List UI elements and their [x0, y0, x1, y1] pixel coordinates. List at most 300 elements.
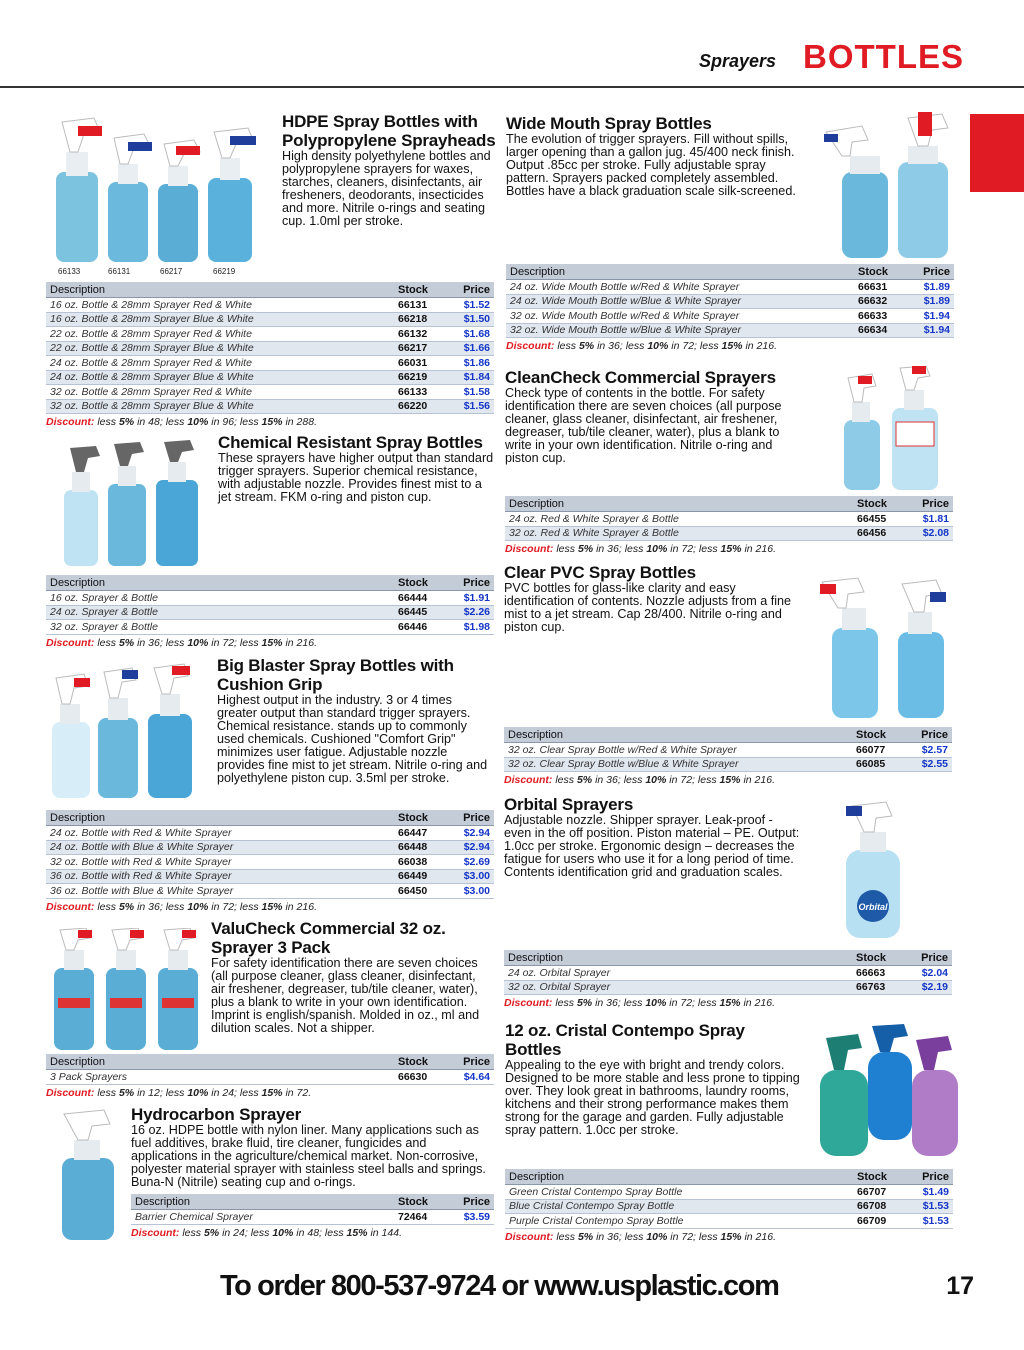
discount-part: 10% — [647, 340, 669, 352]
table-header — [46, 810, 494, 826]
discount-part: in — [669, 774, 678, 786]
discount-line: Discount: less 5% in 36; less 10% in 72; less 15% in 216. — [504, 774, 775, 786]
table-row — [506, 280, 954, 295]
discount-part: 10% — [646, 543, 668, 555]
discount-part: less — [623, 997, 643, 1009]
section-tab — [970, 114, 1024, 192]
table-row — [46, 400, 494, 415]
discount-part: less — [625, 340, 645, 352]
table-row — [504, 758, 952, 773]
column-header: Price — [922, 1170, 949, 1183]
discount-part: less — [97, 416, 117, 428]
stock-cell: 66077 — [856, 743, 886, 756]
discount-part: 15% — [261, 416, 283, 428]
discount-part: in — [370, 1226, 379, 1239]
description-cell: Barrier Chemical Sprayer — [135, 1210, 253, 1223]
table-row — [46, 606, 494, 621]
discount-part: 5% — [577, 543, 594, 555]
table-row — [46, 313, 494, 328]
column-header: Stock — [858, 265, 888, 278]
description-cell: 24 oz. Bottle with Blue & White Sprayer — [50, 841, 234, 854]
clear-pvc-image — [818, 572, 968, 720]
discount-part: in — [285, 1086, 294, 1099]
wide-mouth-description: The evolution of trigger sprayers. Fill without spills, larger opening than a gallon jug. 45/400 neck finish. Output .85cc per stroke. Fully adjustable spray pattern. Sprayers packed completely assembled. Bottles have a black graduation scale silk-screened. — [506, 132, 796, 198]
discount-part: less — [239, 636, 259, 649]
column-header: Stock — [398, 283, 428, 296]
price-cell: $2.55 — [921, 758, 948, 771]
table-row — [46, 327, 494, 342]
discount-part: 15% — [719, 997, 741, 1009]
stock-cell: 66218 — [398, 313, 428, 326]
stock-cell: 66445 — [398, 606, 428, 619]
table-row — [46, 855, 494, 870]
discount-part: less — [239, 416, 259, 428]
table-header — [46, 282, 494, 298]
discount-part: 216 — [296, 636, 315, 649]
price-cell: $1.53 — [922, 1214, 949, 1227]
discount-part: 216 — [755, 1230, 774, 1243]
price-cell: $4.64 — [463, 1070, 490, 1083]
discount-part: in — [137, 1086, 146, 1099]
discount-part: 5% — [203, 1226, 220, 1239]
chemical-description: These sprayers have higher output than standard trigger sprayers. Superior chemical resistance, with adjustable nozzle. Provides finest mist to a jet stream. FKM o-ring and piston cup. — [218, 451, 494, 504]
discount-part: less — [165, 1086, 185, 1099]
discount-part: 36 — [608, 340, 620, 352]
clear-pvc-title: Clear PVC Spray Bottles — [504, 563, 696, 582]
discount-part: Discount: — [505, 1230, 554, 1243]
discount-part: in — [137, 416, 146, 428]
price-cell: $2.94 — [463, 826, 490, 839]
price-cell: $1.50 — [463, 313, 490, 326]
chemical-bottles-image — [60, 440, 210, 568]
discount-part: 72 — [682, 340, 695, 352]
table-row — [505, 1185, 953, 1200]
discount-part: 48 — [148, 416, 160, 428]
column-header: Stock — [856, 951, 886, 964]
discount-part: in — [211, 636, 220, 649]
discount-part: in — [743, 997, 752, 1009]
discount-part: Discount: — [46, 636, 95, 649]
column-header: Stock — [398, 1195, 428, 1208]
description-cell: 24 oz. Sprayer & Bottle — [50, 606, 158, 619]
discount-part: in — [596, 543, 605, 555]
table-row — [506, 324, 954, 339]
discount-part: 15% — [261, 900, 283, 913]
discount-line: Discount: less 5% in 36; less 10% in 72; less 15% in 216. — [505, 543, 776, 555]
discount-part: 72 — [680, 774, 693, 786]
price-cell: $3.00 — [463, 884, 490, 897]
discount-part: 72 — [681, 1230, 694, 1243]
table-header — [505, 1169, 953, 1185]
stock-cell: 66446 — [398, 620, 428, 633]
stock-cell: 66455 — [857, 512, 887, 525]
orbital-image — [840, 800, 912, 940]
discount-part: in — [671, 340, 680, 352]
column-header: Price — [463, 1195, 490, 1208]
valucheck-description: For safety identification there are seven choices (all purpose cleaner, glass cleaner, disinfectant, air freshener, degreaser, tub/tile cleaner, water), plus a blank to write in your own identification. Imprint is english/spanish. Molded in oz., ml and dilution scales. Not a shipper. — [211, 956, 480, 1035]
price-cell: $1.94 — [923, 324, 950, 337]
discount-part: 72 — [296, 1086, 309, 1099]
discount-part: less — [324, 1226, 344, 1239]
column-header: Description — [508, 728, 564, 741]
discount-part: Discount: — [505, 543, 554, 555]
discount-part: 5% — [578, 340, 595, 352]
description-cell: 32 oz. Bottle with Red & White Sprayer — [50, 855, 232, 868]
discount-part: 36 — [607, 1230, 619, 1243]
stock-cell: 66450 — [398, 884, 428, 897]
discount-part: 72 — [680, 997, 693, 1009]
description-cell: 24 oz. Wide Mouth Bottle w/Blue & White Sprayer — [510, 295, 742, 308]
stock-cell: 66456 — [857, 527, 887, 540]
price-cell: $1.81 — [922, 512, 949, 525]
discount-part: 10% — [187, 416, 209, 428]
price-cell: $2.19 — [921, 981, 948, 994]
table-row — [46, 1070, 494, 1085]
discount-part: Discount: — [504, 774, 553, 786]
column-header: Description — [509, 1170, 565, 1183]
table-row — [506, 295, 954, 310]
price-cell: $1.58 — [463, 385, 490, 398]
discount-part: in — [211, 900, 220, 913]
discount-part: less — [699, 340, 719, 352]
discount-part: in — [211, 1086, 220, 1099]
discount-part: less — [165, 416, 185, 428]
discount-part: less — [624, 543, 644, 555]
discount-part: 5% — [118, 900, 135, 913]
hdpe-section — [282, 112, 496, 228]
column-header: Description — [508, 951, 564, 964]
column-header: Price — [921, 951, 948, 964]
caption-66219: 66219 — [213, 267, 236, 276]
description-cell: 32 oz. Orbital Sprayer — [508, 981, 611, 994]
discount-part: in — [597, 340, 606, 352]
discount-part: 36 — [607, 543, 619, 555]
discount-part: in — [744, 1230, 753, 1243]
hydrocarbon-description: 16 oz. HDPE bottle with nylon liner. Many applications such as fuel additives, brake fluid, tire cleaner, fungicides and applications in the agriculture/chemical market. Non-corrosive, polyester material sprayer with stainless steel balls and springs. Buna-N (Nitrile) seating cup and o-rings. — [131, 1123, 486, 1189]
description-cell: 24 oz. Red & White Sprayer & Bottle — [509, 512, 679, 525]
discount-part: 5% — [118, 1086, 135, 1099]
discount-part: in — [743, 774, 752, 786]
discount-part: 5% — [576, 997, 593, 1009]
discount-part: Discount: — [46, 900, 95, 913]
description-cell: 24 oz. Bottle & 28mm Sprayer Red & White — [50, 356, 252, 369]
stock-cell: 66763 — [856, 981, 886, 994]
discount-part: 15% — [261, 1086, 283, 1099]
discount-part: 24 — [233, 1226, 245, 1239]
description-cell: 32 oz. Bottle & 28mm Sprayer Red & White — [50, 385, 252, 398]
cristal-contempo-image — [814, 1024, 970, 1158]
stock-cell: 66663 — [856, 966, 886, 979]
description-cell: Purple Cristal Contempo Spray Bottle — [509, 1214, 684, 1227]
hydrocarbon-title: Hydrocarbon Sprayer — [131, 1105, 302, 1124]
column-header: Price — [463, 1055, 490, 1068]
discount-part: less — [165, 900, 185, 913]
stock-cell: 66447 — [398, 826, 428, 839]
stock-cell: 72464 — [398, 1210, 428, 1223]
cristal-section — [505, 1021, 803, 1137]
column-header: Stock — [857, 497, 887, 510]
discount-part: in — [670, 543, 679, 555]
discount-part: in — [285, 416, 294, 428]
table-row — [46, 371, 494, 386]
hdpe-description: High density polyethylene bottles and polypropylene sprayers for waxes, starches, cleaners, disinfectants, air fresheners, deodorants, insecticides and more. Nitrile o-rings and seating cup. 1.0ml per stroke. — [282, 149, 491, 228]
orbital-title: Orbital Sprayers — [504, 795, 634, 814]
stock-cell: 66220 — [398, 400, 428, 413]
order-info: To order 800-537-9724 or www.usplastic.com — [220, 1270, 779, 1302]
discount-part: less — [239, 1086, 259, 1099]
price-cell: $1.49 — [922, 1185, 949, 1198]
stock-cell: 66630 — [398, 1070, 428, 1083]
column-header: Price — [923, 265, 950, 278]
caption-66131: 66131 — [108, 267, 131, 276]
discount-part: 96 — [222, 416, 235, 428]
discount-part: in — [211, 416, 220, 428]
column-header: Price — [463, 576, 490, 589]
stock-cell: 66031 — [398, 356, 428, 369]
discount-part: 10% — [645, 997, 667, 1009]
discount-part: less — [698, 1230, 718, 1243]
description-cell: 3 Pack Sprayers — [50, 1070, 128, 1083]
cleancheck-image — [840, 366, 968, 492]
discount-part: 15% — [721, 340, 743, 352]
discount-part: 15% — [346, 1226, 368, 1239]
table-header — [505, 496, 953, 512]
orbital-description: Adjustable nozzle. Shipper sprayer. Leak-proof - even in the off position. Piston material – PE. Output: 1.0cc per stroke. Ergonomic design – decreases the fatigue for users who use it for a long period of time. Contents identification grid and graduation scales. — [504, 813, 800, 879]
discount-part: in — [296, 1226, 305, 1239]
description-cell: 36 oz. Bottle with Blue & White Sprayer — [50, 884, 234, 897]
stock-cell: 66085 — [856, 758, 886, 771]
wide-mouth-title: Wide Mouth Spray Bottles — [506, 114, 712, 133]
discount-part: 216 — [756, 340, 775, 352]
description-cell: 16 oz. Sprayer & Bottle — [50, 591, 158, 604]
column-header: Description — [50, 283, 106, 296]
discount-part: 10% — [187, 900, 209, 913]
discount-part: 216 — [754, 774, 773, 786]
discount-part: less — [250, 1226, 270, 1239]
cristal-description: Appealing to the eye with bright and trendy colors. Designed to be more stable and less prone to tipping over. They look great in bathrooms, laundry rooms, kitchens and their strong performance makes them strong for the garage and garden. Fully adjustable spray pattern. 1.0cc per stroke. — [505, 1058, 800, 1137]
discount-line: Discount: less 5% in 36; less 10% in 72; less 15% in 216. — [504, 997, 775, 1009]
stock-cell: 66133 — [398, 385, 428, 398]
description-cell: 22 oz. Bottle & 28mm Sprayer Blue & White — [50, 342, 254, 355]
discount-part: Discount: — [46, 1086, 95, 1099]
column-header: Stock — [857, 1170, 887, 1183]
price-cell: $1.94 — [923, 309, 950, 322]
stock-cell: 66448 — [398, 841, 428, 854]
discount-part: 10% — [646, 1230, 668, 1243]
stock-cell: 66709 — [857, 1214, 887, 1227]
column-header: Stock — [856, 728, 886, 741]
table-header — [46, 1054, 494, 1070]
price-cell: $3.59 — [463, 1210, 490, 1223]
table-row — [46, 591, 494, 606]
discount-part: 216 — [296, 900, 315, 913]
discount-part: 15% — [261, 636, 283, 649]
stock-cell: 66219 — [398, 371, 428, 384]
hydrocarbon-table — [131, 1194, 494, 1239]
discount-part: in — [595, 997, 604, 1009]
description-cell: 24 oz. Bottle & 28mm Sprayer Blue & White — [50, 371, 254, 384]
valucheck-title: ValuCheck Commercial 32 oz. Sprayer 3 Pack — [211, 919, 446, 957]
caption-66217: 66217 — [160, 267, 183, 276]
discount-part: less — [165, 636, 185, 649]
price-cell: $1.89 — [923, 280, 950, 293]
table-row — [505, 1214, 953, 1229]
discount-part: 288 — [296, 416, 315, 428]
header-rule — [0, 86, 1024, 88]
discount-part: Discount: — [46, 416, 95, 428]
discount-part: 12 — [148, 1086, 160, 1099]
discount-part: 5% — [118, 416, 135, 428]
column-header: Description — [50, 811, 106, 824]
discount-part: less — [97, 1086, 117, 1099]
column-header: Description — [509, 497, 565, 510]
table-row — [505, 527, 953, 542]
discount-part: less — [698, 543, 718, 555]
stock-cell: 66131 — [398, 298, 428, 311]
price-cell: $1.68 — [463, 327, 490, 340]
table-row — [131, 1210, 494, 1225]
discount-line: Discount: less 5% in 36; less 10% in 72; less 15% in 216. — [505, 1230, 776, 1243]
blaster-title: Big Blaster Spray Bottles with Cushion Grip — [217, 656, 454, 694]
orbital-table — [504, 950, 952, 1009]
discount-part: in — [744, 543, 753, 555]
column-header: Price — [463, 283, 490, 296]
discount-part: Discount: — [506, 340, 555, 352]
price-cell: $2.69 — [463, 855, 490, 868]
header-title: BOTTLES — [803, 38, 964, 75]
discount-part: 10% — [187, 636, 209, 649]
discount-part: less — [556, 543, 576, 555]
discount-part: 36 — [148, 636, 160, 649]
description-cell: 32 oz. Red & White Sprayer & Bottle — [509, 527, 679, 540]
price-cell: $1.84 — [463, 371, 490, 384]
discount-part: 5% — [577, 1230, 594, 1243]
discount-part: 72 — [681, 543, 694, 555]
table-row — [46, 841, 494, 856]
hydrocarbon-image — [54, 1108, 126, 1242]
cleancheck-section — [505, 368, 801, 465]
discount-part: less — [697, 997, 717, 1009]
description-cell: 24 oz. Orbital Sprayer — [508, 966, 611, 979]
cleancheck-description: Check type of contents in the bottle. For safety identification there are seven choices (all purpose cleaner, glass cleaner, disinfectant, air freshener, degreaser, tub/tile cleaner, water), plus a blank to write in your own identification. Nitrile o-ring and piston cup. — [505, 386, 782, 465]
discount-part: less — [97, 636, 117, 649]
hdpe-table — [46, 282, 494, 428]
blaster-table — [46, 810, 494, 913]
stock-cell: 66631 — [858, 280, 888, 293]
description-cell: 16 oz. Bottle & 28mm Sprayer Red & White — [50, 298, 252, 311]
discount-part: in — [596, 1230, 605, 1243]
wide-mouth-table — [506, 264, 954, 352]
wide-mouth-image — [822, 112, 968, 260]
column-header: Stock — [398, 811, 428, 824]
discount-part: less — [557, 340, 577, 352]
discount-part: 10% — [187, 1086, 209, 1099]
discount-part: in — [137, 636, 146, 649]
discount-line: Discount: less 5% in 36; less 10% in 72; less 15% in 216. — [506, 340, 777, 352]
discount-line: Discount: less 5% in 36; less 10% in 72; less 15% in 216. — [46, 900, 317, 913]
cleancheck-table — [505, 496, 953, 555]
discount-line: Discount: less 5% in 36; less 10% in 72; less 15% in 216. — [46, 636, 317, 649]
table-row — [46, 884, 494, 899]
discount-part: 10% — [272, 1226, 294, 1239]
discount-part: less — [555, 997, 575, 1009]
stock-cell: 66708 — [857, 1200, 887, 1213]
price-cell: $1.66 — [463, 342, 490, 355]
discount-part: less — [555, 774, 575, 786]
discount-line: Discount: less 5% in 48; less 10% in 96; less 15% in 288. — [46, 416, 317, 428]
price-cell: $1.53 — [922, 1200, 949, 1213]
discount-part: less — [624, 1230, 644, 1243]
column-header: Description — [510, 265, 566, 278]
description-cell: 32 oz. Clear Spray Bottle w/Red & White Sprayer — [508, 743, 737, 756]
price-cell: $1.52 — [463, 298, 490, 311]
table-row — [504, 966, 952, 981]
header-subtitle: Sprayers — [698, 51, 776, 71]
price-cell: $2.94 — [463, 841, 490, 854]
price-cell: $1.56 — [463, 400, 490, 413]
cleancheck-title: CleanCheck Commercial Sprayers — [505, 368, 776, 387]
discount-part: less — [182, 1226, 202, 1239]
big-blaster-image — [48, 660, 213, 800]
discount-part: 5% — [118, 636, 135, 649]
price-cell: $1.98 — [463, 620, 490, 633]
column-header: Description — [135, 1195, 191, 1208]
discount-part: less — [623, 774, 643, 786]
orbital-label: Orbital — [858, 902, 888, 912]
table-row — [506, 309, 954, 324]
blaster-section — [217, 656, 495, 785]
table-row — [46, 356, 494, 371]
chemical-section — [218, 433, 496, 504]
price-cell: $1.91 — [463, 591, 490, 604]
page-number: 17 — [946, 1272, 974, 1300]
discount-line: Discount: less 5% in 24; less 10% in 48; less 15% in 144. — [131, 1226, 402, 1239]
description-cell: 36 oz. Bottle with Red & White Sprayer — [50, 870, 232, 883]
price-cell: $2.57 — [921, 743, 948, 756]
table-header — [504, 727, 952, 743]
description-cell: Green Cristal Contempo Spray Bottle — [509, 1185, 683, 1198]
stock-cell: 66633 — [858, 309, 888, 322]
stock-cell: 66217 — [398, 342, 428, 355]
table-header — [504, 950, 952, 966]
orbital-section — [504, 795, 800, 879]
cristal-title: 12 oz. Cristal Contempo Spray Bottles — [505, 1021, 745, 1059]
discount-part: 48 — [307, 1226, 320, 1239]
stock-cell: 66132 — [398, 327, 428, 340]
stock-cell: 66634 — [858, 324, 888, 337]
description-cell: 24 oz. Bottle with Red & White Sprayer — [50, 826, 232, 839]
table-row — [46, 298, 494, 313]
description-cell: 32 oz. Sprayer & Bottle — [50, 620, 158, 633]
table-header — [131, 1194, 494, 1210]
discount-part: 216 — [755, 543, 774, 555]
description-cell: 32 oz. Bottle & 28mm Sprayer Blue & White — [50, 400, 254, 413]
wide-mouth-section — [506, 114, 802, 198]
discount-part: in — [670, 1230, 679, 1243]
column-header: Price — [921, 728, 948, 741]
discount-part: in — [285, 900, 294, 913]
table-row — [505, 1200, 953, 1215]
table-row — [505, 512, 953, 527]
price-cell: $2.26 — [463, 606, 490, 619]
discount-part: in — [137, 900, 146, 913]
table-row — [504, 981, 952, 996]
chemical-title: Chemical Resistant Spray Bottles — [218, 433, 483, 452]
discount-part: 15% — [720, 1230, 742, 1243]
discount-part: less — [239, 900, 259, 913]
price-cell: $3.00 — [463, 870, 490, 883]
valucheck-table — [46, 1054, 494, 1099]
